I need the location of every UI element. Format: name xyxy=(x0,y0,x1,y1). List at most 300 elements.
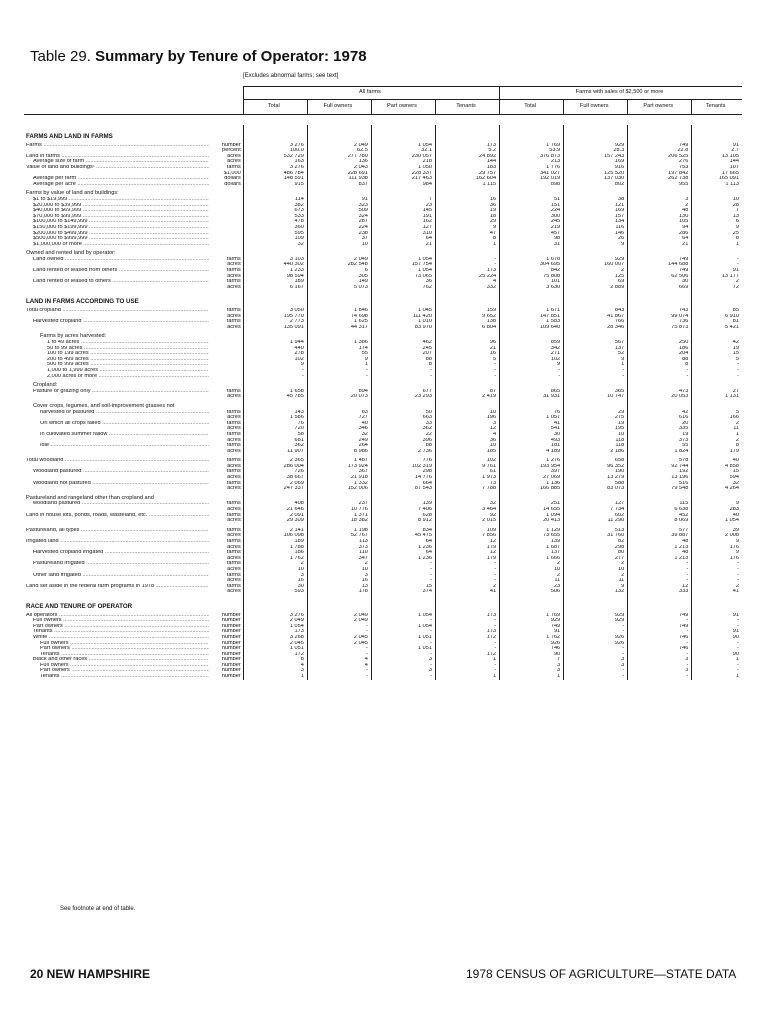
row-label: $200,000 to $499,999 ..... xyxy=(33,231,209,236)
table-cell: 1 054 xyxy=(371,143,435,149)
table-cell: 192 xyxy=(628,469,692,475)
table-cell: 594 xyxy=(692,475,742,481)
table-cell: 217 463 xyxy=(371,176,435,182)
row-label: Land owned ..... xyxy=(33,257,209,262)
table-cell: 7 xyxy=(500,657,564,663)
table-cell: 9 652 xyxy=(436,314,500,320)
row-label: White ..... xyxy=(33,635,209,640)
row-unit: acres xyxy=(227,518,241,524)
table-cell: 1 113 xyxy=(692,182,742,188)
table-cell: 2 xyxy=(564,561,628,567)
table-cell: 134 xyxy=(564,219,628,225)
table-cell: 304 695 xyxy=(500,262,564,268)
table-cell: 1 776 xyxy=(500,165,564,171)
table-cell: 305 xyxy=(307,274,371,280)
table-cell: 865 xyxy=(500,389,564,395)
row-label: Harvested cropland irrigated ..... xyxy=(33,550,209,555)
table-cell: 8 xyxy=(243,657,307,663)
row-unit: acres xyxy=(227,437,241,443)
table-cell: 837 xyxy=(307,182,371,188)
table-cell: 3 276 xyxy=(243,165,307,171)
table-cell: 204 xyxy=(628,351,692,357)
table-cell: 149 xyxy=(307,279,371,285)
table-cell: 176 xyxy=(692,556,742,562)
row-unit: acres xyxy=(227,578,241,584)
row-label: All operators ..... xyxy=(26,613,209,618)
table-cell: 40 xyxy=(307,421,371,427)
row-unit: number xyxy=(221,640,241,646)
table-cell: 898 xyxy=(500,182,564,188)
table-cell: 681 xyxy=(243,438,307,444)
table-cell: 38 xyxy=(564,197,628,203)
table-cell: 33 xyxy=(371,421,435,427)
table-cell: 2 045 xyxy=(307,635,371,641)
table-cell: 127 xyxy=(564,501,628,507)
table-cell: - xyxy=(436,663,500,669)
table-cell: 14 655 xyxy=(500,507,564,513)
table-cell: 746 xyxy=(500,646,564,652)
table-cell: 23 293 xyxy=(371,394,435,400)
table-cell: 3 xyxy=(243,668,307,674)
table-cell: 39 xyxy=(692,528,742,534)
row-label: Part owners ..... xyxy=(33,624,209,629)
table-cell: 102 319 xyxy=(371,464,435,470)
row-label: Other land irrigated ..... xyxy=(33,573,209,578)
table-cell: 749 xyxy=(628,257,692,263)
table-cell: 9 xyxy=(692,550,742,556)
table-cell: 53.9 xyxy=(500,148,564,154)
table-cell: 1 973 xyxy=(436,475,500,481)
table-cell: 41 xyxy=(500,421,564,427)
table-cell: 10 xyxy=(436,443,500,449)
row-unit: farms xyxy=(226,420,241,426)
table-cell: - xyxy=(628,641,692,647)
subheading-row xyxy=(24,247,742,257)
row-unit: acres xyxy=(227,394,241,400)
table-cell: 91 xyxy=(692,268,742,274)
table-cell: 64 xyxy=(371,550,435,556)
table-cell: 2 049 xyxy=(307,143,371,149)
table-cell: 157 xyxy=(564,214,628,220)
row-unit: number xyxy=(221,629,241,635)
table-cell: 1 769 xyxy=(500,143,564,149)
table-cell: 98 xyxy=(500,236,564,242)
table-cell: 250 xyxy=(628,340,692,346)
table-cell: 365 xyxy=(564,389,628,395)
table-cell: 105 xyxy=(628,219,692,225)
table-cell: 1 332 xyxy=(307,481,371,487)
table-row xyxy=(24,674,742,680)
table-cell: 1 057 xyxy=(500,415,564,421)
table-cell: 616 xyxy=(628,415,692,421)
table-cell: - xyxy=(436,624,500,630)
table-cell: 16 xyxy=(243,578,307,584)
row-unit: acres xyxy=(227,159,241,165)
table-cell: 193 954 xyxy=(500,464,564,470)
table-cell: - xyxy=(692,567,742,573)
table-cell: 92 744 xyxy=(628,464,692,470)
table-cell: 125 xyxy=(564,274,628,280)
row-label: $70,000 to $99,999 ..... xyxy=(33,214,209,219)
table-cell: 578 xyxy=(628,458,692,464)
table-cell: 658 xyxy=(564,458,628,464)
table-cell: 2 889 xyxy=(564,285,628,291)
table-cell: 7 788 xyxy=(436,486,500,492)
table-cell: 91 xyxy=(692,629,742,635)
subheading-row xyxy=(24,330,742,340)
row-label: In cultivated summer fallow ..... xyxy=(40,432,209,437)
row-unit: farms xyxy=(226,409,241,415)
table-cell: 440 xyxy=(243,346,307,352)
table-cell: 114 xyxy=(243,197,307,203)
table-cell: 28 xyxy=(692,203,742,209)
row-label: Total woodland ..... xyxy=(26,458,209,463)
table-cell: 1 054 xyxy=(243,624,307,630)
table-cell: - xyxy=(371,573,435,579)
table-cell: 12 xyxy=(436,426,500,432)
table-cell: 42 xyxy=(692,340,742,346)
table-cell: 90 xyxy=(692,652,742,658)
table-cell: 13 279 xyxy=(564,475,628,481)
table-cell: 287 xyxy=(307,219,371,225)
table-cell: 9 xyxy=(692,501,742,507)
column-header: Full owners xyxy=(307,100,371,115)
row-label: Land rented or leased to others ..... xyxy=(33,279,209,284)
table-cell: 3 276 xyxy=(243,613,307,619)
table-cell: - xyxy=(628,374,692,380)
table-cell: 593 xyxy=(243,589,307,595)
table-cell: 36 xyxy=(436,203,500,209)
table-cell: 516 xyxy=(628,481,692,487)
table-cell: 323 xyxy=(307,203,371,209)
table-cell: 101 xyxy=(500,279,564,285)
table-cell: - xyxy=(307,624,371,630)
table-cell: 8 xyxy=(436,236,500,242)
table-cell: 102 xyxy=(436,458,500,464)
table-cell: 190 xyxy=(564,469,628,475)
table-cell: 2 xyxy=(564,573,628,579)
table-cell: - xyxy=(371,368,435,374)
table-cell: 749 xyxy=(628,613,692,619)
row-unit: acres xyxy=(227,544,241,550)
table-cell: 27 xyxy=(692,389,742,395)
table-cell: 32 xyxy=(436,501,500,507)
table-cell: 1 xyxy=(692,657,742,663)
table-cell: 12 xyxy=(436,539,500,545)
table-cell: 62.5 xyxy=(307,148,371,154)
table-cell: 21 xyxy=(371,242,435,248)
row-label: Harvested cropland ..... xyxy=(33,319,209,324)
table-cell: 2 091 xyxy=(243,513,307,519)
table-cell: 72 xyxy=(692,285,742,291)
summary-table xyxy=(24,86,742,680)
table-cell: 2 186 xyxy=(564,449,628,455)
table-cell: 373 xyxy=(628,438,692,444)
table-cell: 17 665 xyxy=(692,171,742,177)
table-cell: - xyxy=(692,573,742,579)
table-cell: 2 736 xyxy=(371,449,435,455)
table-cell: - xyxy=(371,567,435,573)
table-cell: - xyxy=(307,646,371,652)
table-cell: 176 xyxy=(692,545,742,551)
table-cell: 298 xyxy=(371,469,435,475)
page-footer-publication: 1978 CENSUS OF AGRICULTURE—STATE DATA xyxy=(466,967,737,981)
table-cell: 7 856 xyxy=(436,533,500,539)
row-label: 1 to 49 acres ..... xyxy=(47,340,209,345)
table-cell: - xyxy=(436,561,500,567)
subheading-row xyxy=(24,400,742,410)
table-cell: 9 761 xyxy=(436,464,500,470)
table-cell: 2 015 xyxy=(436,518,500,524)
row-unit: farms xyxy=(226,527,241,533)
table-cell: 843 xyxy=(564,308,628,314)
table-cell: 1 625 xyxy=(307,319,371,325)
table-cell: 749 xyxy=(500,624,564,630)
table-cell: 8 xyxy=(692,236,742,242)
table-cell: - xyxy=(436,618,500,624)
table-cell: 30 xyxy=(500,432,564,438)
table-cell: 2 xyxy=(500,573,564,579)
table-cell: 3 xyxy=(564,663,628,669)
table-cell: 10 xyxy=(564,567,628,573)
table-cell: 1 824 xyxy=(628,449,692,455)
table-cell: 3 xyxy=(371,668,435,674)
table-cell: 196 xyxy=(436,415,500,421)
row-label: Part owners ..... xyxy=(40,646,209,651)
table-cell: 55 xyxy=(307,351,371,357)
table-cell: 929 xyxy=(564,257,628,263)
table-cell: - xyxy=(436,368,500,374)
table-cell: 192 019 xyxy=(500,176,564,182)
table-cell: 2 365 xyxy=(243,458,307,464)
table-cell: 166 xyxy=(692,415,742,421)
row-label: 50 to 99 acres ..... xyxy=(47,346,209,351)
table-cell: 169 xyxy=(564,208,628,214)
row-label: $500,000 to $999,999 ..... xyxy=(33,236,209,241)
table-cell: - xyxy=(307,374,371,380)
table-cell: 21 xyxy=(436,346,500,352)
table-cell: 26 xyxy=(564,236,628,242)
table-cell: 85 xyxy=(692,308,742,314)
table-cell: 31 931 xyxy=(500,394,564,400)
table-cell: 76 xyxy=(243,421,307,427)
table-cell: 23 xyxy=(371,203,435,209)
table-cell: 174 xyxy=(307,346,371,352)
row-label: woodland pastured ..... xyxy=(33,501,209,506)
row-unit: number xyxy=(221,623,241,629)
row-unit: farms xyxy=(226,550,241,556)
table-cell: 247 337 xyxy=(243,486,307,492)
table-cell: - xyxy=(692,618,742,624)
table-cell: 7 xyxy=(371,197,435,203)
table-cell: 669 xyxy=(628,285,692,291)
row-label: Part owners ..... xyxy=(40,668,209,673)
table-cell: 5 xyxy=(436,357,500,363)
table-cell: - xyxy=(692,374,742,380)
table-cell: 64 xyxy=(628,236,692,242)
table-cell: 4 189 xyxy=(500,449,564,455)
table-cell: - xyxy=(692,262,742,268)
table-cell: 9 xyxy=(564,357,628,363)
row-unit: dollars xyxy=(224,181,241,187)
section-heading xyxy=(24,595,742,613)
table-cell: 4 xyxy=(243,663,307,669)
table-cell: 20 053 xyxy=(628,394,692,400)
table-cell: - xyxy=(436,374,500,380)
table-cell: 173 xyxy=(436,629,500,635)
table-cell: 132 xyxy=(564,589,628,595)
table-cell: 6 167 xyxy=(243,285,307,291)
table-cell: 40 xyxy=(692,513,742,519)
table-cell: 61 xyxy=(436,469,500,475)
table-cell: 2 xyxy=(243,561,307,567)
table-cell: 172 xyxy=(243,652,307,658)
table-cell: 18 xyxy=(436,214,500,220)
table-cell: 577 xyxy=(628,528,692,534)
column-header: Part owners xyxy=(628,100,692,115)
table-cell: 80 xyxy=(564,550,628,556)
table-cell: 4 xyxy=(436,279,500,285)
table-cell: 10 xyxy=(692,197,742,203)
table-cell: 452 xyxy=(628,513,692,519)
stub-header xyxy=(24,87,243,100)
table-cell: 727 xyxy=(307,415,371,421)
table-cell: 36 xyxy=(371,279,435,285)
table-cell: 367 xyxy=(307,469,371,475)
table-cell: 842 xyxy=(500,268,564,274)
table-cell: 172 xyxy=(436,635,500,641)
table-cell: - xyxy=(628,618,692,624)
table-cell: 333 xyxy=(628,589,692,595)
table-cell: 10 xyxy=(436,410,500,416)
table-cell: 38 667 xyxy=(243,475,307,481)
row-unit: dollars xyxy=(224,176,241,182)
table-cell: 513 xyxy=(564,528,628,534)
table-cell: 3 464 xyxy=(436,507,500,513)
table-cell: 107 xyxy=(692,165,742,171)
row-label: Land in house lots, ponds, roads, wasteland, etc. ..... xyxy=(26,513,209,518)
table-cell: 3 xyxy=(371,657,435,663)
row-unit: farms xyxy=(226,480,241,486)
row-unit: $1,000 xyxy=(223,170,241,176)
row-label: $20,000 to $39,999 ..... xyxy=(33,203,209,208)
table-cell: 1 xyxy=(243,674,307,680)
table-cell: 8 xyxy=(628,362,692,368)
table-cell: 179 xyxy=(436,545,500,551)
row-unit: farms xyxy=(226,268,241,274)
table-cell: 47 xyxy=(436,231,500,237)
table-cell: 88 xyxy=(371,443,435,449)
table-cell: 18 382 xyxy=(307,518,371,524)
table-cell: 1 671 xyxy=(500,308,564,314)
table-cell: 1 xyxy=(500,674,564,680)
subheading-label: Owned and rented land by operator: xyxy=(26,250,116,257)
table-cell: 11 xyxy=(564,578,628,584)
row-label: Average size of farm ..... xyxy=(33,159,209,164)
table-cell: 83 xyxy=(307,410,371,416)
table-cell: 1 051 xyxy=(243,646,307,652)
table-cell: 298 xyxy=(564,545,628,551)
table-cell: 41 xyxy=(692,589,742,595)
table-cell: 9 xyxy=(307,357,371,363)
table-cell: 179 xyxy=(436,556,500,562)
subheading-label: Pastureland and rangeland other than cropland and xyxy=(26,494,154,501)
table-cell: 1 233 xyxy=(243,268,307,274)
row-unit: acres xyxy=(227,533,241,539)
table-cell: 955 xyxy=(628,182,692,188)
column-header-row xyxy=(24,100,742,115)
table-cell: 588 xyxy=(564,481,628,487)
table-cell: 109 640 xyxy=(500,325,564,331)
table-cell: 332 xyxy=(436,285,500,291)
table-cell: 9 xyxy=(692,539,742,545)
section-title: FARMS AND LAND IN FARMS xyxy=(26,133,113,140)
table-cell: 3 xyxy=(628,657,692,663)
table-cell: 11 290 xyxy=(564,518,628,524)
row-unit: acres xyxy=(227,284,241,290)
table-cell: 41 867 xyxy=(564,314,628,320)
table-cell: 172 xyxy=(436,652,500,658)
table-cell: 493 xyxy=(500,438,564,444)
table-cell: 929 xyxy=(500,618,564,624)
table-cell: 6 638 xyxy=(628,507,692,513)
table-cell: 113 xyxy=(307,539,371,545)
table-cell: 2 419 xyxy=(436,394,500,400)
table-cell: 30 xyxy=(243,584,307,590)
section-title: RACE AND TENURE OF OPERATOR xyxy=(26,602,133,610)
table-cell: 3 xyxy=(564,657,628,663)
table-cell: 720 xyxy=(243,426,307,432)
table-cell: 50 xyxy=(371,410,435,416)
table-cell: 125 520 xyxy=(564,171,628,177)
row-unit: number xyxy=(221,662,241,668)
table-cell: 138 xyxy=(436,319,500,325)
row-unit: acres xyxy=(227,153,241,159)
table-cell: 2 043 xyxy=(307,165,371,171)
table-year: 1978 xyxy=(333,48,367,65)
table-cell: 148 591 xyxy=(243,176,307,182)
table-cell: 2 xyxy=(500,561,564,567)
table-cell: 224 xyxy=(500,208,564,214)
table-cell: 19 xyxy=(628,432,692,438)
row-label: Idle ..... xyxy=(40,443,209,448)
table-cell: - xyxy=(564,674,628,680)
table-cell: 335 xyxy=(628,426,692,432)
row-unit: farms xyxy=(226,561,241,567)
table-cell: - xyxy=(436,257,500,263)
table-cell: 75 873 xyxy=(628,325,692,331)
row-unit: farms xyxy=(226,469,241,475)
table-cell: 1 583 xyxy=(500,319,564,325)
table-cell: 374 xyxy=(371,589,435,595)
table-cell: 1 054 xyxy=(692,518,742,524)
table-cell: 16 xyxy=(436,197,500,203)
table-cell: 15 xyxy=(371,584,435,590)
table-cell: 37 xyxy=(307,236,371,242)
row-unit: acres xyxy=(227,589,241,595)
table-cell: - xyxy=(692,561,742,567)
table-cell: - xyxy=(564,368,628,374)
table-cell: - xyxy=(371,578,435,584)
table-cell: - xyxy=(307,674,371,680)
table-cell: 62 506 xyxy=(628,274,692,280)
table-cell: 324 xyxy=(307,214,371,220)
table-cell: 139 xyxy=(500,539,564,545)
table-number: Table 29. xyxy=(30,48,91,65)
table-cell: 2 xyxy=(628,203,692,209)
row-unit: farms xyxy=(226,308,241,314)
table-cell: 473 xyxy=(628,389,692,395)
